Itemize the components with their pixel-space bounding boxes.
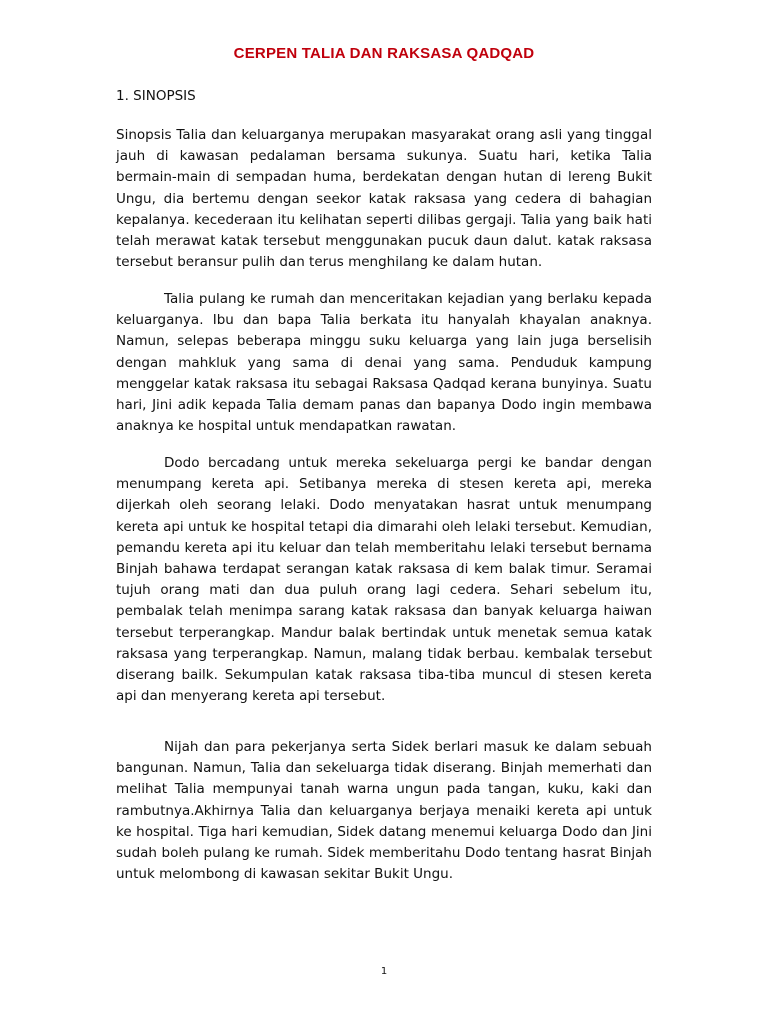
paragraph-4: Nijah dan para pekerjanya serta Sidek berlari masuk ke dalam sebuah bangunan. Namun, Talia dan sekeluarga tidak diserang. Binjah memerhati dan melihat Talia mempunyai tanah warna ungun pada tangan, kuku, kaki dan rambutnya.Akhirnya Talia dan keluarganya berjaya menaiki kereta api untuk ke hospital. Tiga hari kemudian, Sidek datang menemui keluarga Dodo dan Jini sudah boleh pulang ke rumah. Sidek memberitahu Dodo tentang hasrat Binjah untuk melombong di kawasan sekitar Bukit Ungu. bbox=[116, 739, 652, 883]
paragraph-1: Sinopsis Talia dan keluarganya merupakan masyarakat orang asli yang tinggal jauh di kawasan pedalaman bersama sukunya. Suatu hari, ketika Talia bermain-main di sempadan huma, berdekatan dengan hutan di lereng Bukit Ungu, dia bertemu dengan seekor katak raksasa yang cedera di bahagian kepalanya. kecederaan itu kelihatan seperti dilibas gergaji. Talia yang baik hati telah merawat katak tersebut menggunakan pucuk daun dalut. katak raksasa tersebut beransur pulih dan terus menghilang ke dalam hutan. bbox=[116, 127, 652, 271]
paragraph-3: Dodo bercadang untuk mereka sekeluarga pergi ke bandar dengan menumpang kereta api. Setibanya mereka di stesen kereta api, mereka dijerkah oleh seorang lelaki. Dodo menyatakan hasrat untuk menumpang kereta api untuk ke hospital tetapi dia dimarahi oleh lelaki tersebut. Kemudian, pemandu kereta api itu keluar dan telah memberitahu lelaki tersebut bernama Binjah bahawa terdapat serangan katak raksasa di kem balak timur. Seramai tujuh orang mati dan dua puluh orang lagi cedera. Sehari sebelum itu, pembalak telah menimpa sarang katak raksasa dan banyak keluarga haiwan tersebut terperangkap. Mandur balak bertindak untuk menetak semua katak raksasa yang terperangkap. Namun, malang tidak berbau. kembalak tersebut diserang bailk. Sekumpulan katak raksasa tiba-tiba muncul di stesen kereta api dan menyerang kereta api tersebut. bbox=[116, 455, 652, 705]
page-number: 1 bbox=[380, 966, 388, 977]
document-title: CERPEN TALIA DAN RAKSASA QADQAD bbox=[233, 45, 535, 62]
paragraph-2: Talia pulang ke rumah dan menceritakan kejadian yang berlaku kepada keluarganya. Ibu dan bapa Talia berkata itu hanyalah khayalan anaknya. Namun, selepas beberapa minggu suku keluarga yang lain juga berselisih dengan mahkluk yang sama di denai yang sama. Penduduk kampung menggelar katak raksasa itu sebagai Raksasa Qadqad kerana bunyinya. Suatu hari, Jini adik kepada Talia demam panas dan bapanya Dodo ingin membawa anaknya ke hospital untuk mendapatkan rawatan. bbox=[116, 291, 652, 435]
section-heading-sinopsis: 1. SINOPSIS bbox=[116, 88, 196, 104]
